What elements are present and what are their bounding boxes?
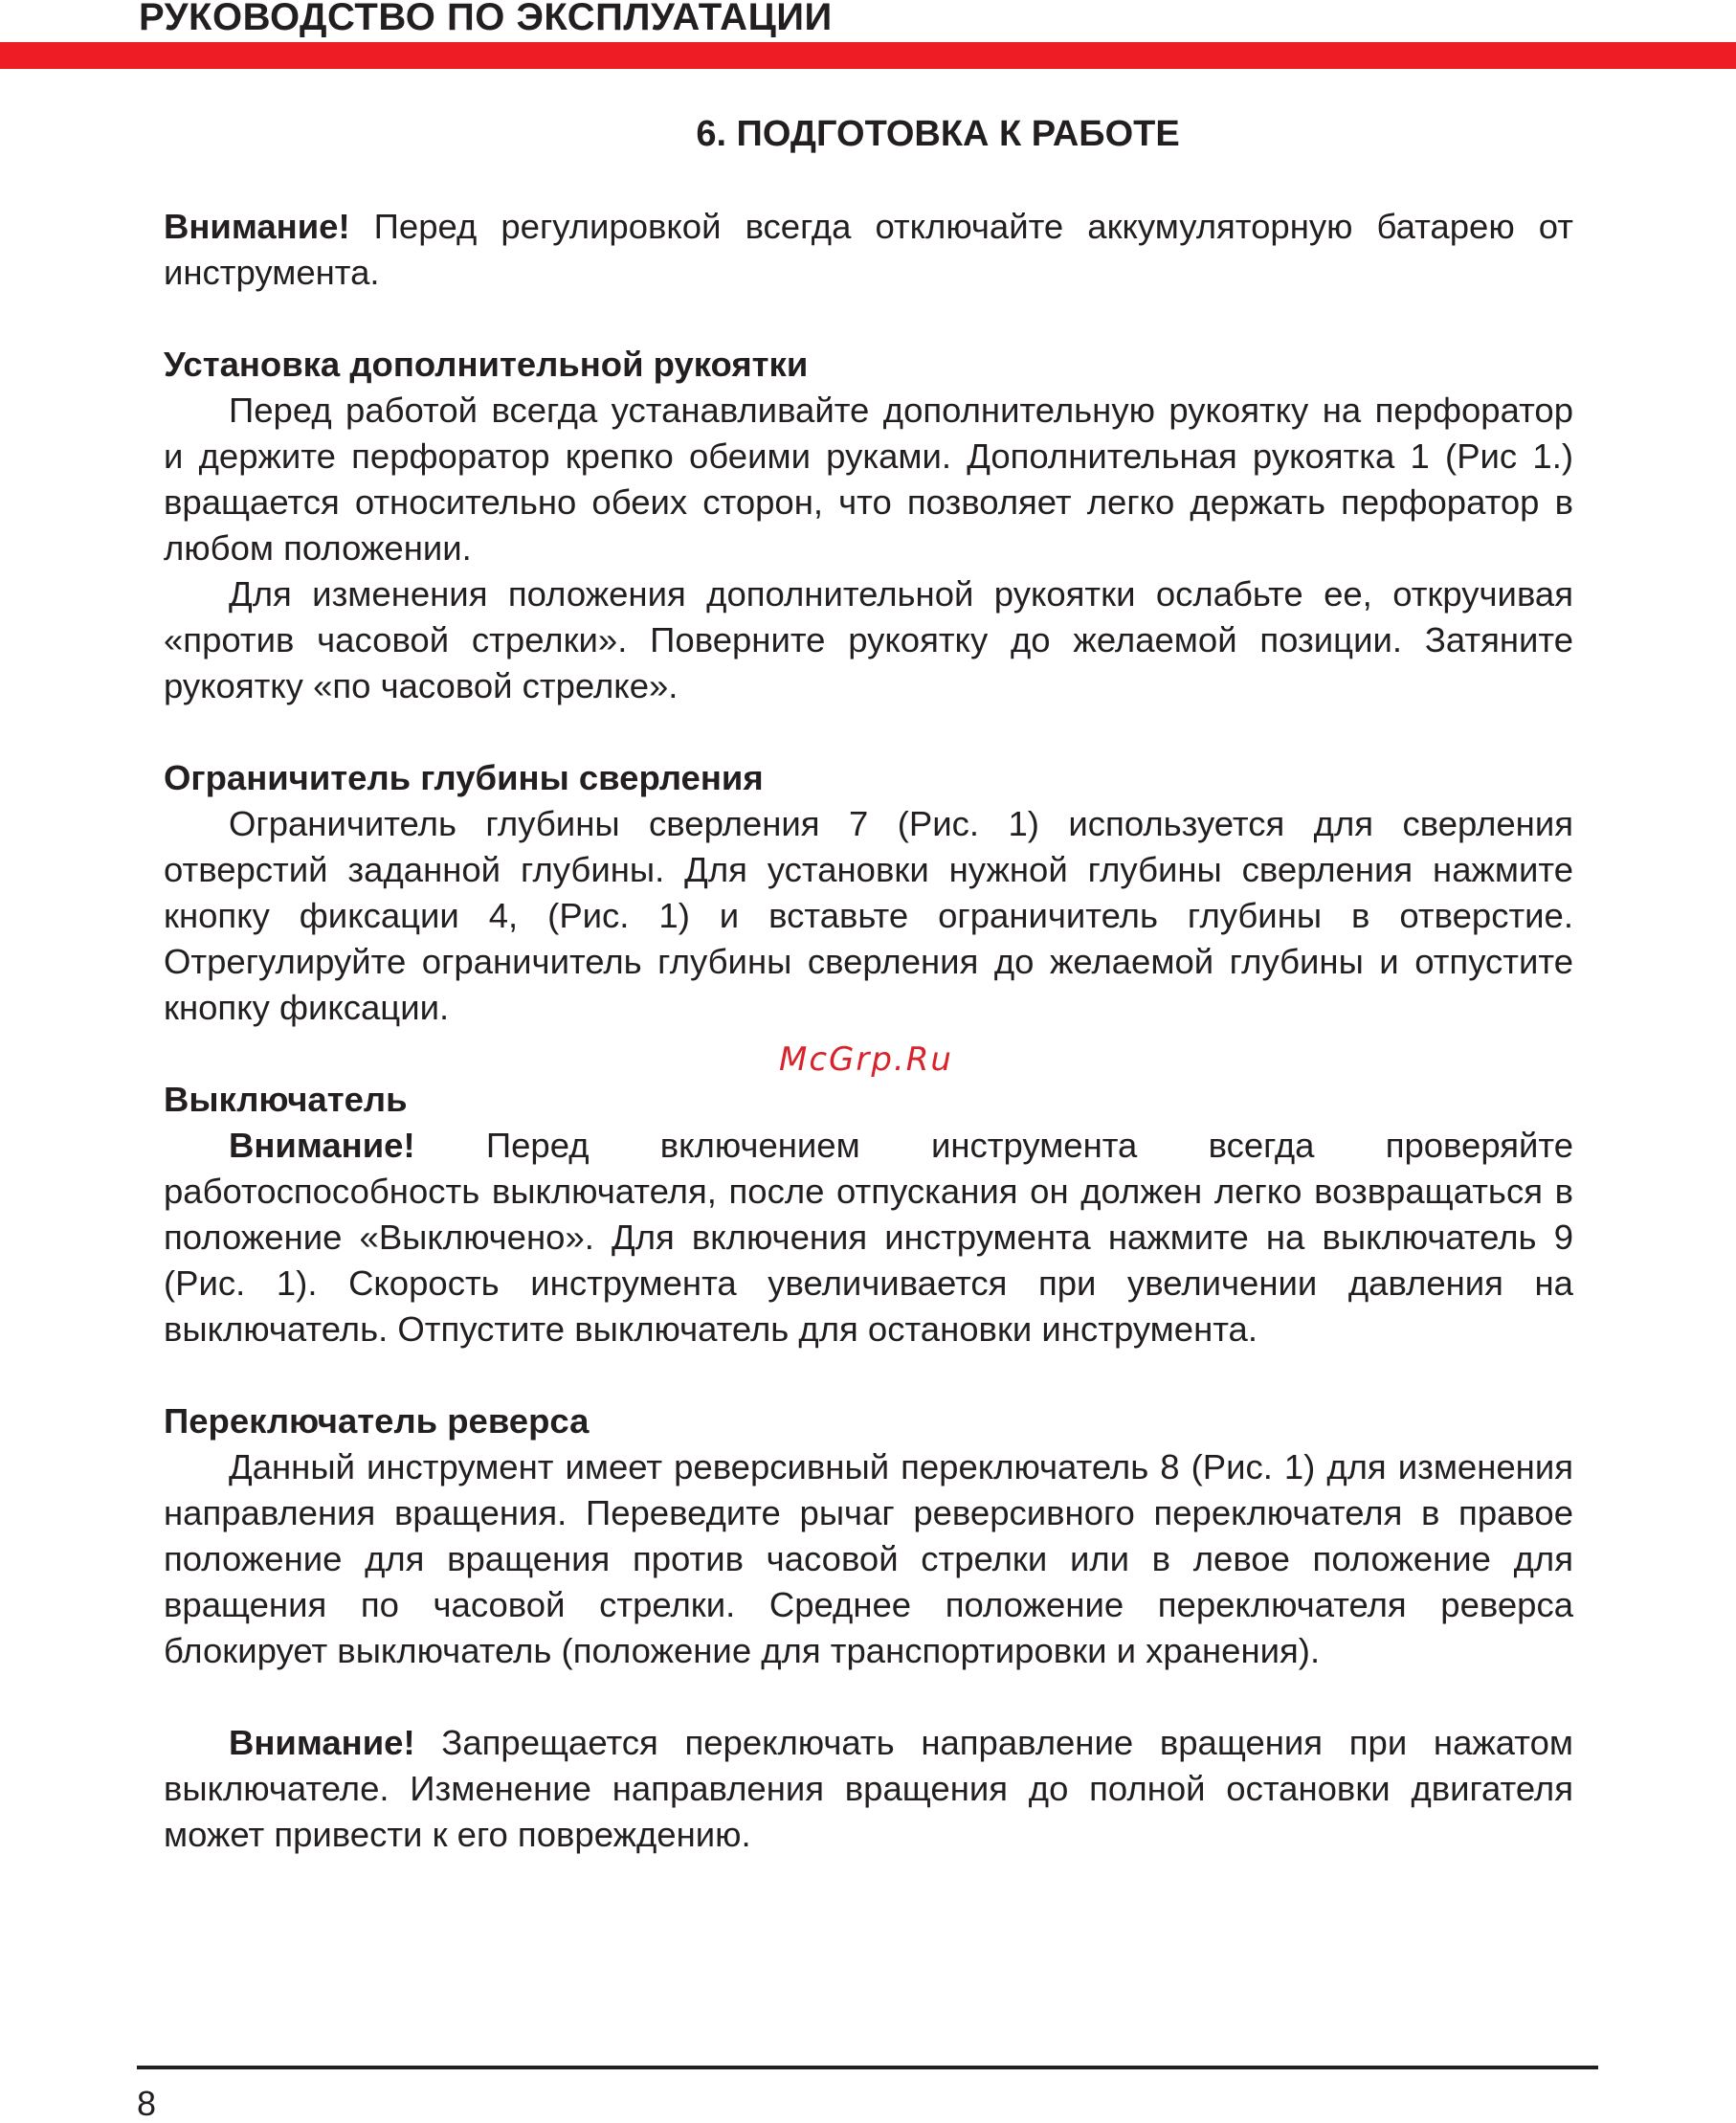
document-header-title: РУКОВОДСТВО ПО ЭКСПЛУАТАЦИИ [139,0,833,38]
section-title: 6. ПОДГОТОВКА К РАБОТЕ [696,114,1180,154]
header-red-bar [0,42,1736,69]
reverse-warning-label: Внимание! [229,1723,415,1762]
depth-heading: Ограничитель глубины сверления [164,758,764,797]
depth-paragraph: Ограничитель глубины сверления 7 (Рис. 1) используется для сверления отверстий заданной глубины. Для установки нужной глубины сверления нажмите кнопку фиксации 4, (Рис. 1) и вставьте ограничитель глубины в отверстие. Отрегулируйте ограничитель глубины сверления до желаемой глубины и отпустите кнопку фиксации. [164,804,1573,1027]
intro-warning-text: Перед регулировкой всегда отключайте аккумуляторную батарею от инструмента. [164,207,1573,292]
watermark-text: McGrp.Ru [779,1040,953,1079]
reverse-warning-text: Запрещается переключать направление вращения при нажатом выключателе. Изменение направления вращения до полной остановки двигателя может привести к его повреждению. [164,1723,1573,1854]
handle-paragraph-2: Для изменения положения дополнительной рукоятки ослабьте ее, откручивая «против часовой стрелки». Поверните рукоятку до желаемой позиции. Затяните рукоятку «по часовой стрелке». [164,574,1573,705]
handle-heading: Установка дополнительной рукоятки [164,345,809,384]
switch-heading: Выключатель [164,1080,408,1119]
handle-paragraph-1: Перед работой всегда устанавливайте дополнительную рукоятку на перфоратор и держите перфоратор крепко обеими руками. Дополнительная рукоятка 1 (Рис 1.) вращается относительно обеих сторон, что позволяет легко держать перфоратор в любом положении. [164,391,1573,568]
page-content [164,204,1573,1858]
reverse-warning [164,1720,1573,1858]
footer-divider [137,2066,1598,2069]
intro-warning-label: Внимание! [164,207,350,246]
page-number: 8 [137,2084,157,2123]
reverse-paragraph: Данный инструмент имеет реверсивный переключатель 8 (Рис. 1) для изменения направления вращения. Переведите рычаг реверсивного переключателя в правое положение для вращения против часовой стрелки или в левое положение для вращения по часовой стрелки. Среднее положение переключателя реверса блокирует выключатель (положение для транспортировки и хранения). [164,1447,1573,1670]
switch-paragraph [164,1123,1573,1352]
switch-warning-label: Внимание! [229,1126,415,1165]
switch-warning-text: Перед включением инструмента всегда проверяйте работоспособность выключателя, после отпускания он должен легко возвращаться в положение «Выключено». Для включения инструмента нажмите на выключатель 9 (Рис. 1). Скорость инструмента увеличивается при увеличении давления на выключатель. Отпустите выключатель для остановки инструмента. [164,1126,1573,1349]
intro-warning [164,204,1573,296]
reverse-heading: Переключатель реверса [164,1401,590,1441]
